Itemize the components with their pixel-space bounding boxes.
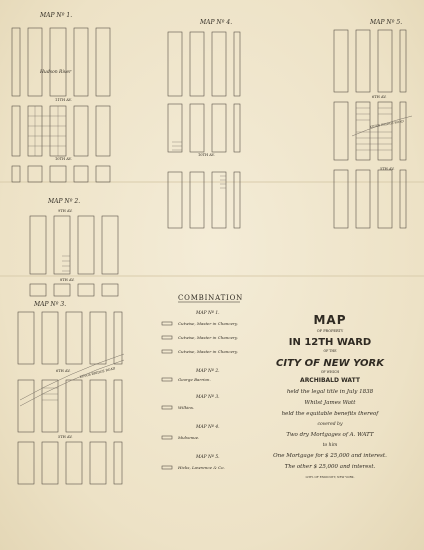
title-james-watt: Whilst James Watt: [304, 400, 356, 406]
combination-map-5: MAP Nº 5.: [196, 455, 220, 460]
map-5: [334, 19, 412, 228]
map-4-blocks: [168, 32, 240, 228]
combination-entry: George Barrion.: [178, 377, 211, 382]
map-2-street-b: 8TH AV.: [60, 278, 75, 282]
title-mortgages: Two dry Mortgages of A. WATT: [286, 432, 374, 438]
map-1-property-lots: [28, 106, 66, 156]
title-block: [273, 313, 387, 479]
map-5-road: KINGS BRIDGE ROAD: [369, 119, 404, 129]
combination-entry: Mulvenue.: [178, 435, 200, 440]
map-1: [12, 12, 110, 182]
title-legal-title: held the legal title in July 1838: [286, 389, 374, 395]
map-3-street-b: 5TH AV.: [58, 435, 73, 439]
title-of-which: OF WHICH: [320, 370, 340, 374]
combination-map-4: MAP Nº 4.: [196, 425, 220, 430]
title-ward: IN 12TH WARD: [288, 337, 372, 348]
map-2-title: MAP Nº 2.: [48, 198, 81, 205]
combination-entry: Hicks, Lawrence & Co.: [178, 465, 225, 470]
map-3-property-lots: [42, 388, 58, 400]
combination-map-3: MAP Nº 3.: [196, 395, 220, 400]
title-of-property: OF PROPERTY: [316, 329, 344, 333]
map-3-street-a: 6TH AV.: [56, 369, 71, 373]
map-4-title: MAP Nº 4.: [200, 19, 233, 26]
map-3-road-line: [20, 354, 124, 400]
combination-map-2: MAP Nº 2.: [196, 369, 220, 374]
map-2-property-lots: [62, 256, 70, 271]
map-4-property-lots: [172, 142, 226, 188]
map-5-street-b: 5TH AV.: [380, 167, 395, 171]
title-lithographer: LITH. OF ENDICOTT, NEW YORK.: [305, 475, 355, 479]
map-4-street-a: 10TH AV.: [198, 153, 215, 157]
combination-entry: Cutwise, Master in Chancery.: [178, 349, 238, 354]
combination-map-1: MAP Nº 1.: [196, 311, 220, 316]
map-3: [18, 301, 124, 484]
title-mortgage-two: The other $ 25,000 and interest.: [284, 464, 376, 470]
map-5-property-lots: [356, 108, 392, 150]
map-2-blocks: [30, 216, 118, 296]
map-3-title: MAP Nº 3.: [34, 301, 67, 308]
title-covered-by: covered by: [317, 422, 343, 427]
map-3-road: KINGS BRIDGE ROAD: [79, 366, 116, 379]
title-of-the: OF THE: [323, 349, 337, 353]
combination-heading: COMBINATION: [178, 294, 244, 302]
title-map: MAP: [313, 313, 347, 327]
map-2-street-a: 9TH AV.: [58, 209, 73, 213]
map-1-street-a: 11TH AV.: [55, 98, 72, 102]
map-3-blocks: [18, 312, 122, 484]
map-5-street-a: 6TH AV.: [372, 95, 387, 99]
map-2: [30, 198, 118, 296]
title-city: CITY OF NEW YORK: [276, 358, 384, 369]
combination-entry: Cutwise, Master in Chancery.: [178, 335, 238, 340]
map-4: [168, 19, 240, 228]
title-equitable: held the equitable benefits thereof: [281, 411, 379, 417]
combination-entry: Cutwise, Master in Chancery.: [178, 321, 238, 326]
map-1-hudson-river: Hudson River: [40, 70, 72, 75]
title-archibald-watt: ARCHIBALD WATT: [300, 377, 360, 384]
title-mortgage-one: One Mortgage for $ 25,000 and interest.: [273, 453, 387, 459]
map-1-title: MAP Nº 1.: [40, 12, 73, 19]
map-1-street-b: 10TH AV.: [55, 157, 72, 161]
combination-legend: [162, 294, 243, 470]
map-5-title: MAP Nº 5.: [370, 19, 403, 26]
combination-entry: Wilkins.: [178, 405, 195, 410]
title-to-him: to him: [322, 443, 338, 448]
